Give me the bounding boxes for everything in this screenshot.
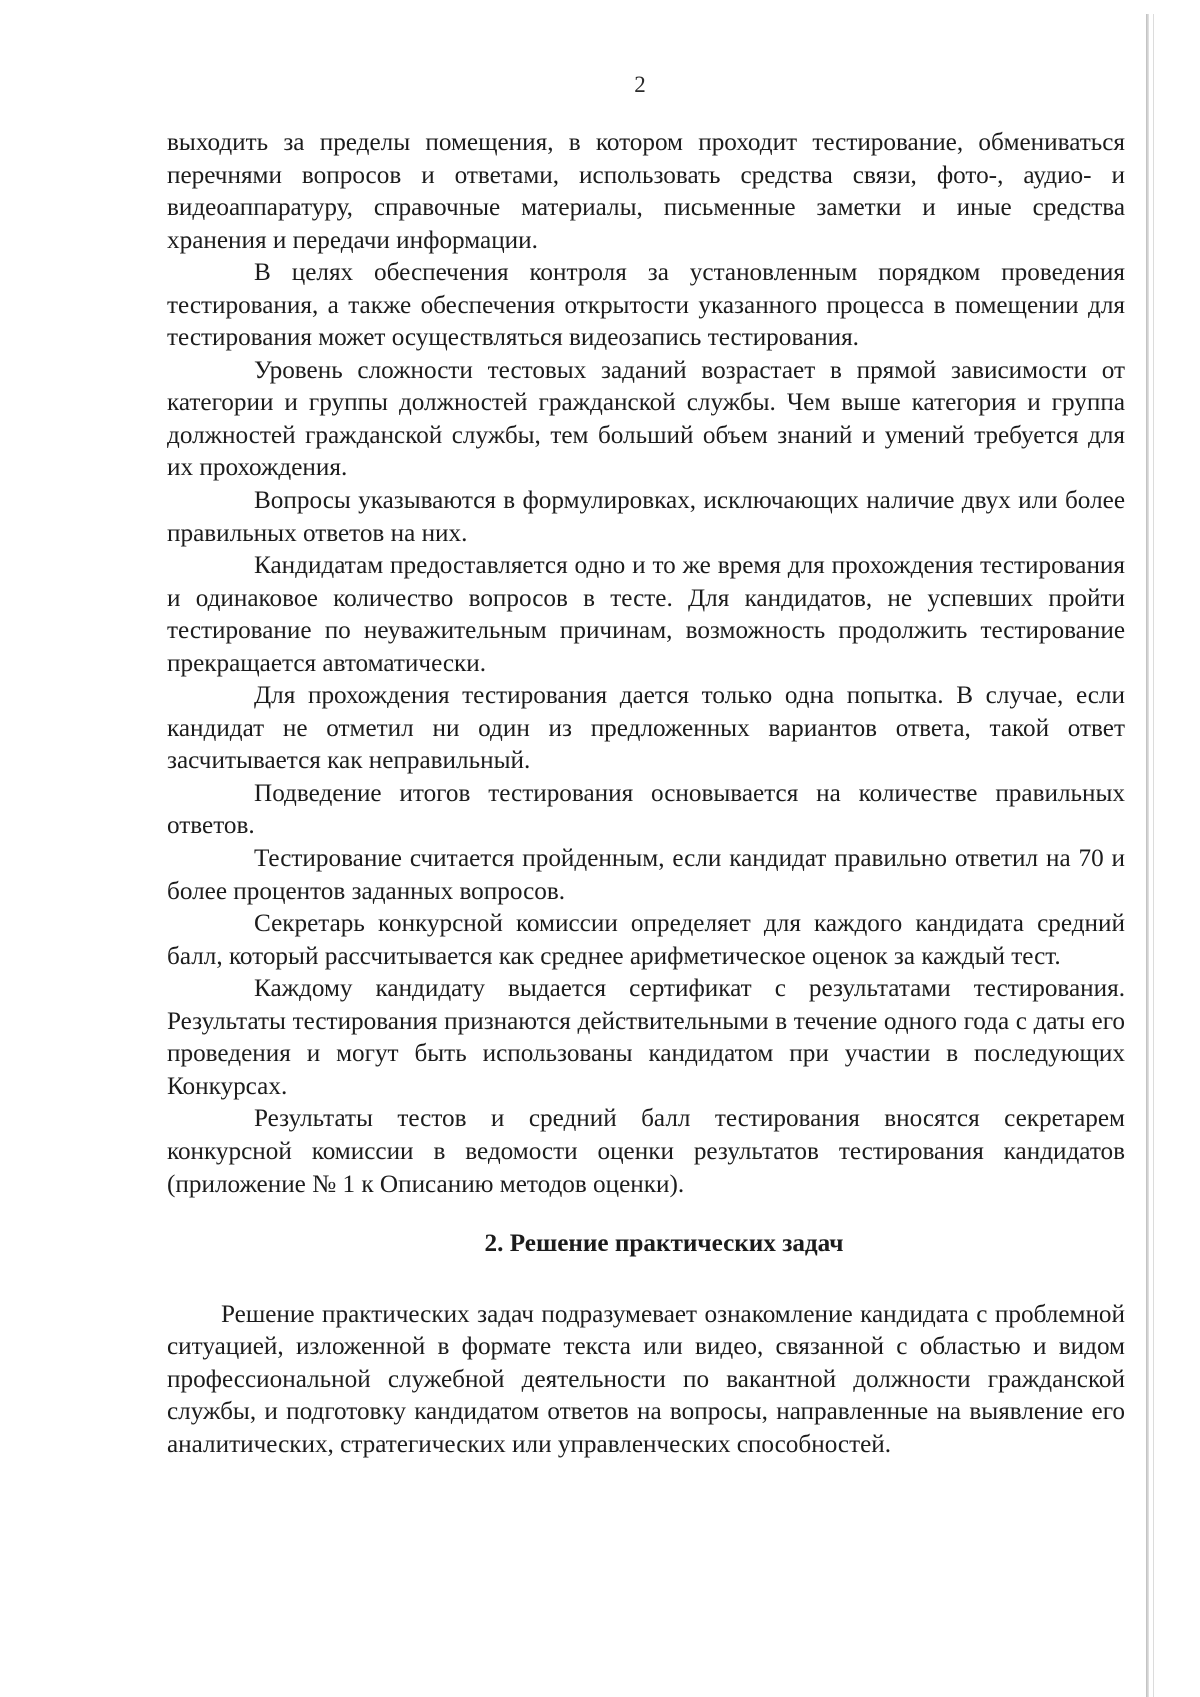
paragraph-practical-tasks: Решение практических задач подразумевает ознакомление кандидата с проблемной ситуацией, изложенной в формате текста или видео, связанной с областью и видом профессиональной служебной деятельности по вакантной должности гражданской службы, и подготовку кандидатом ответов на вопросы, направленные на выявление его аналитических, стратегических или управленческих способностей. [167,1300,1125,1458]
paragraph-results-summary: Подведение итогов тестирования основывается на количестве правильных ответов. [167,779,1125,840]
paragraph-continued: выходить за пределы помещения, в котором проходит тестирование, обмениваться перечнями вопросов и ответами, использовать средства связи, фото-, аудио- и видеоаппаратуру, справочные материалы, письменные заметки и иные средства хранения и передачи информации. [167,129,1125,254]
paragraph-question-wording: Вопросы указываются в формулировках, исключающих наличие двух или более правильных ответов на них. [167,487,1125,547]
paragraph-results-record: Результаты тестов и средний балл тестирования вносятся секретарем конкурсной комиссии в ведомости оценки результатов тестирования кандидатов (приложение № 1 к Описанию методов оценки). [167,1105,1125,1198]
document-body [167,127,1125,1461]
paragraph-certificate: Каждому кандидату выдается сертификат с результатами тестирования. Результаты тестирования признаются действительными в течение одного года с даты его проведения и могут быть использованы кандидатом при участии в последующих Конкурсах. [167,975,1125,1100]
paragraph-pass-threshold: Тестирование считается пройденным, если кандидат правильно ответил на 70 и более процентов заданных вопросов. [167,845,1125,905]
page-number: 2 [634,72,646,97]
paragraph-one-attempt: Для прохождения тестирования дается только одна попытка. В случае, если кандидат не отметил ни один из предложенных вариантов ответа, такой ответ засчитывается как неправильный. [167,682,1125,775]
paragraph-equal-time: Кандидатам предоставляется одно и то же время для прохождения тестирования и одинаковое количество вопросов в тесте. Для кандидатов, не успевших пройти тестирование по неуважительным причинам, возможность продолжить тестирование прекращается автоматически. [167,552,1125,677]
section-heading: 2. Решение практических задач [484,1230,844,1258]
scan-edge-line [1146,14,1149,1697]
spacer [167,1261,1125,1299]
paragraph-average-score: Секретарь конкурсной комиссии определяет для каждого кандидата средний балл, который рассчитывается как среднее арифметическое оценок за каждый тест. [167,910,1125,970]
paragraph-video-recording: В целях обеспечения контроля за установленным порядком проведения тестирования, а также обеспечения открытости указанного процесса в помещении для тестирования может осуществляться видеозапись тестирования. [167,259,1125,352]
paragraph-difficulty-level: Уровень сложности тестовых заданий возрастает в прямой зависимости от категории и группы должностей гражданской службы. Чем выше категория и группа должностей гражданской службы, тем больший объем знаний и умений требуется для их прохождения. [167,356,1125,482]
spacer [167,1201,1125,1228]
scan-edge-line-secondary [1153,14,1154,1697]
